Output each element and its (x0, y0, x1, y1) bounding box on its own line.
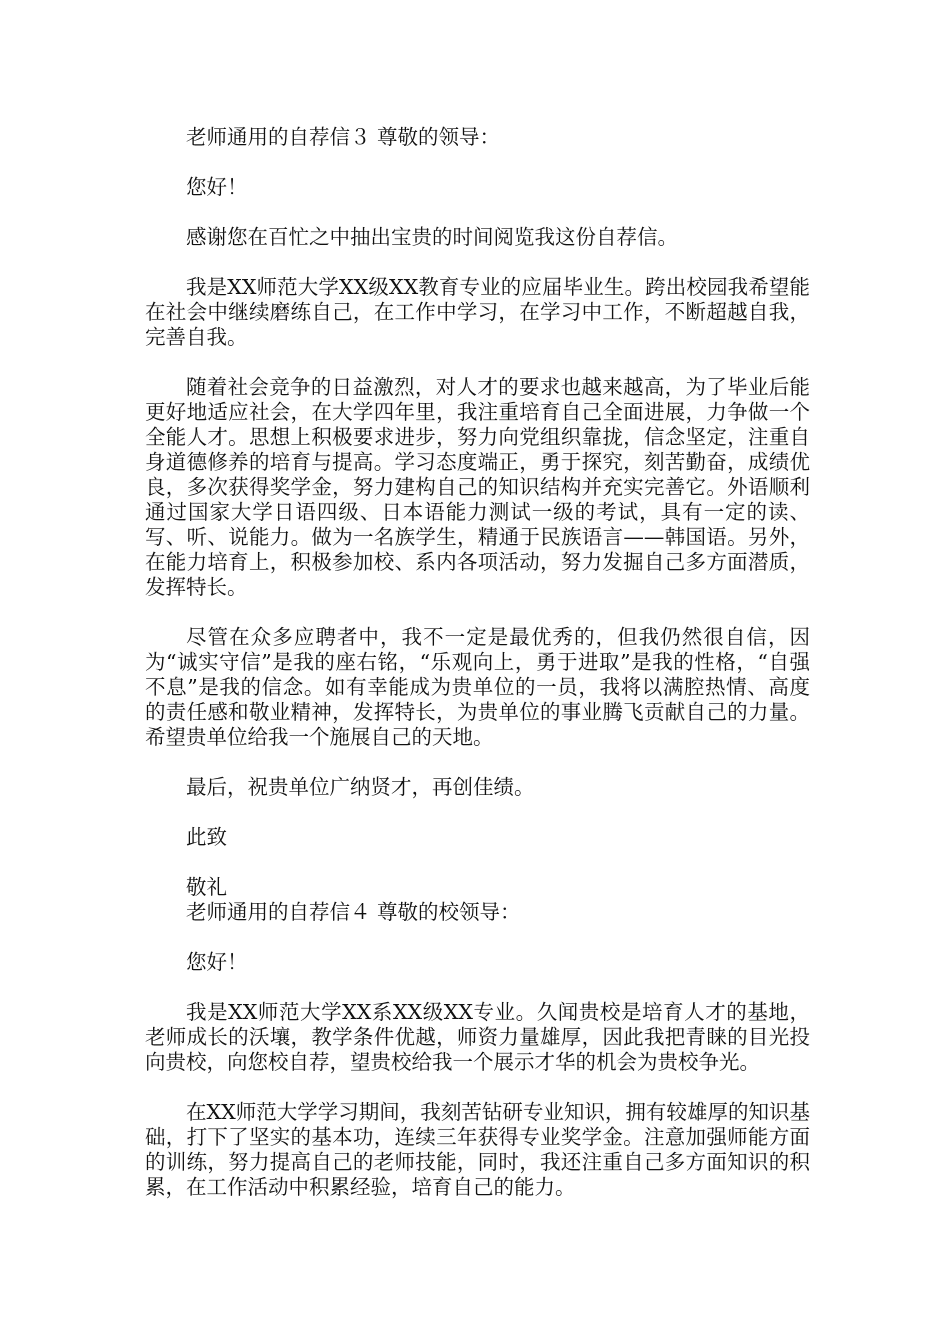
intro-paragraph: 我是XX师范大学XX级XX教育专业的应届毕业生。跨出校园我希望能在社会中继续磨练自己，在工作中学习，在学习中工作，不断超越自我，完善自我。 (145, 275, 810, 349)
closing-wish-paragraph: 最后，祝贵单位广纳贤才，再创佳绩。 (186, 775, 535, 799)
greeting-paragraph: 您好！ (186, 175, 248, 199)
confidence-paragraph: 尽管在众多应聘者中，我不一定是最优秀的，但我仍然很自信，因为“诚实守信”是我的座右铭，“乐观向上，勇于进取”是我的性格，“自强不息”是我的信念。如有幸能成为贵单位的一员，我将以满腔热情、高度的责任感和敬业精神，发挥特长，为贵单位的事业腾飞贡献自己的力量。希望贵单位给我一个施展自己的天地。 (145, 625, 810, 749)
letter4-heading: 老师通用的自荐信４ 尊敬的校领导： (186, 900, 521, 924)
salutation-zhizhi: 此致 (186, 825, 227, 849)
letter3-heading: 老师通用的自荐信３ 尊敬的领导： (186, 125, 501, 149)
intro-paragraph-2: 我是XX师范大学XX系XX级XX专业。久闻贵校是培育人才的基地，老师成长的沃壤，教学条件优越，师资力量雄厚，因此我把青睐的目光投向贵校，向您校自荐，望贵校给我一个展示才华的机会为贵校争光。 (145, 1000, 810, 1074)
thanks-paragraph: 感谢您在百忙之中抽出宝贵的时间阅览我这份自荐信。 (186, 225, 678, 249)
development-paragraph: 随着社会竞争的日益激烈，对人才的要求也越来越高，为了毕业后能更好地适应社会，在大学四年里，我注重培育自己全面进展，力争做一个全能人才。思想上积极要求进步，努力向党组织靠拢，信念坚定，注重自身道德修养的培育与提高。学习态度端正，勇于探究，刻苦勤奋，成绩优良，多次获得奖学金，努力建构自己的知识结构并充实完善它。外语顺利通过国家大学日语四级、日本语能力测试一级的考试，具有一定的读、写、听、说能力。做为一名族学生，精通于民族语言——韩国语。另外，在能力培育上，积极参加校、系内各项活动，努力发掘自己多方面潜质，发挥特长。 (145, 375, 810, 599)
study-paragraph: 在XX师范大学学习期间，我刻苦钻研专业知识，拥有较雄厚的知识基础，打下了坚实的基本功，连续三年获得专业奖学金。注意加强师能方面的训练，努力提高自己的老师技能，同时，我还注重自己多方面知识的积累，在工作活动中积累经验，培育自己的能力。 (145, 1100, 810, 1199)
document-body (145, 125, 810, 1225)
salutation-jingli: 敬礼 (186, 875, 227, 899)
greeting-paragraph-2: 您好！ (186, 950, 248, 974)
